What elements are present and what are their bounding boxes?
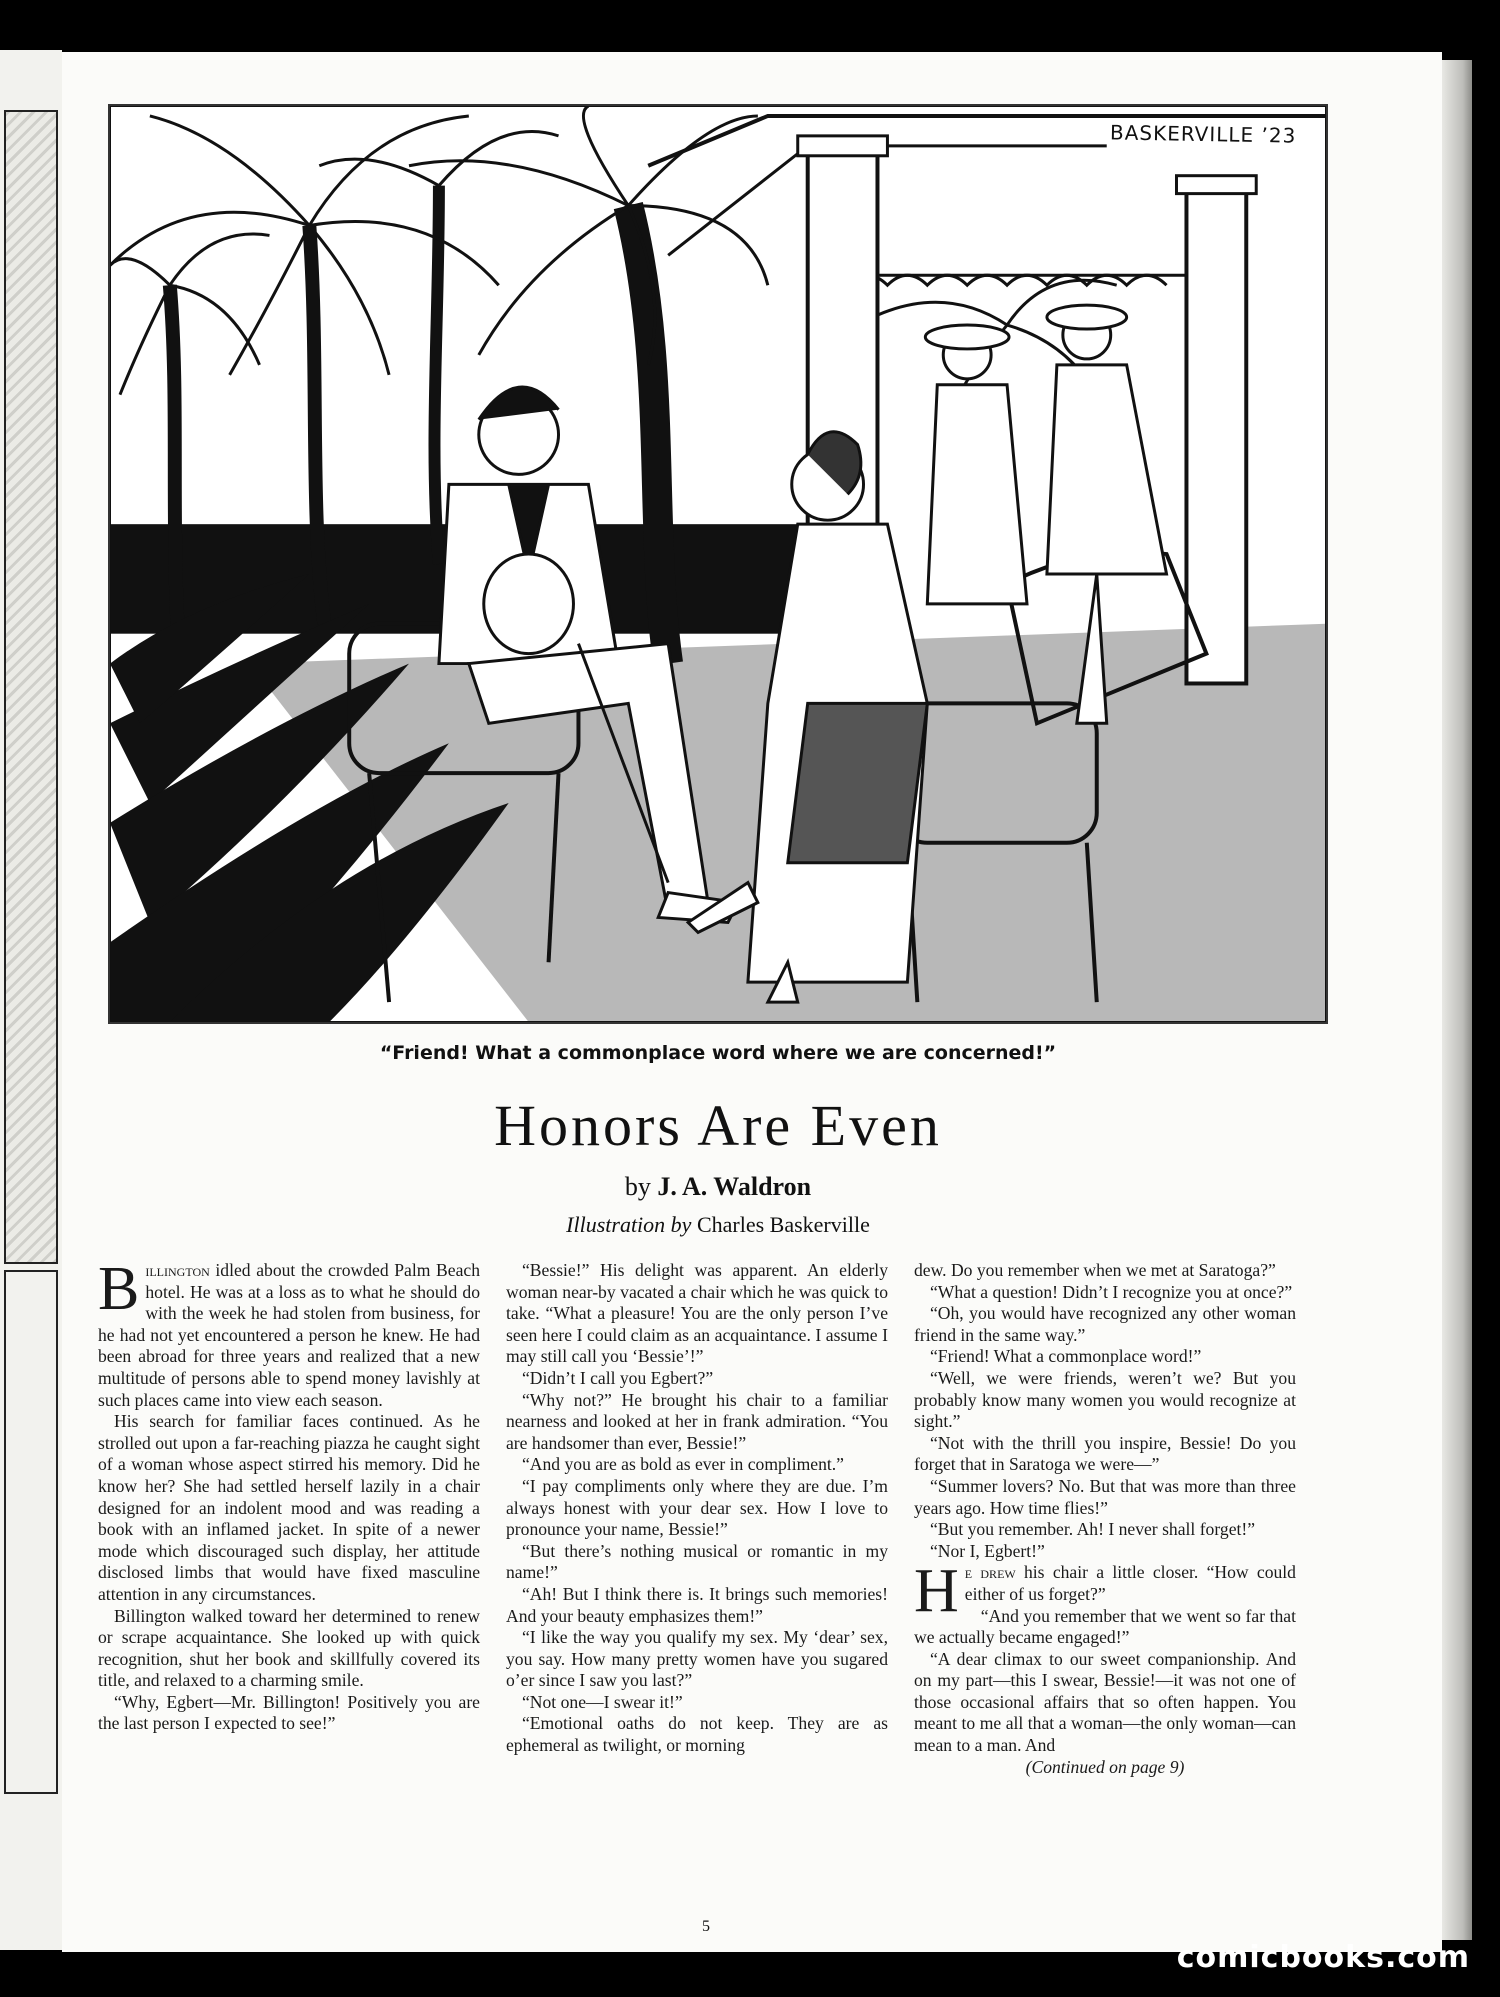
illustration-credit xyxy=(108,1212,1328,1238)
paragraph-text: “Friend! What a commonplace word!” xyxy=(930,1346,1202,1367)
page-number: 5 xyxy=(702,1918,710,1935)
paragraph-text: “Emotional oaths do not keep. They are as ephemeral as twilight, or morning xyxy=(506,1713,888,1756)
paragraph-text: “Bessie!” His delight was apparent. An elderly woman near-by vacated a chair which he was quick to take. “What a pleasure! You are the only person I’ve seen here I could claim as an acquaintance. I assume I may still call you ‘Bessie’!” xyxy=(506,1260,888,1367)
byline-prefix: by xyxy=(624,1172,651,1201)
paragraph xyxy=(914,1606,1296,1649)
artist-signature: BASKERVILLE ’23 xyxy=(1109,120,1297,148)
illustration-credit-label: Illustration by xyxy=(566,1212,692,1237)
paragraph xyxy=(914,1303,1296,1346)
paragraph xyxy=(506,1476,888,1541)
paragraph-text: “Not one—I swear it!” xyxy=(522,1691,683,1712)
paragraph-text: Billington walked toward her determined to renew or scrape acquaintance. She looked up with quick recognition, shut her book and skillfully covered its title, and relaxed to a charming smile. xyxy=(98,1605,480,1691)
paragraph-text: “Oh, you would have recognized any other woman friend in the same way.” xyxy=(914,1303,1296,1345)
paragraph-text: “Well, we were friends, weren’t we? But you probably know many women you would recognize at sight.” xyxy=(914,1367,1296,1432)
facing-page-edge xyxy=(0,50,62,1950)
paragraph xyxy=(914,1282,1296,1304)
paragraph xyxy=(506,1584,888,1627)
paragraph-text: “Why, Egbert—Mr. Billington! Positively you are the last person I expected to see!” xyxy=(98,1691,480,1734)
author-name: J. A. Waldron xyxy=(657,1172,812,1201)
lead-in: e drew xyxy=(964,1562,1016,1583)
paragraph xyxy=(914,1557,1296,1626)
lead-in: illington xyxy=(145,1260,210,1280)
paragraph xyxy=(98,1411,480,1605)
paragraph-text: “And you remember that we went so far that we actually became engaged!” xyxy=(914,1605,1296,1648)
paragraph-text: idled about the crowded Palm Beach hotel. He was at a loss as to what he should do with the week he had stolen from business, for he had not yet encountered a person he knew. He had been abroad for three years and realized that a new multitude of persons able to spend money lavishly at such places came into view each season. xyxy=(98,1260,480,1410)
paragraph-text: “But there’s nothing musical or romantic in my name!” xyxy=(506,1540,888,1583)
magazine-page xyxy=(62,52,1442,1952)
paragraph-text: “What a question! Didn’t I recognize you at once?” xyxy=(930,1281,1293,1302)
paragraph xyxy=(914,1541,1296,1563)
continued-note: (Continued on page 9) xyxy=(1025,1756,1185,1777)
page-stack-edge xyxy=(1442,60,1472,1940)
paragraph xyxy=(914,1433,1296,1476)
paragraph xyxy=(506,1692,888,1714)
paragraph xyxy=(506,1390,888,1455)
paragraph-text: “I pay compliments only where they are due. I’m always honest with your dear sex. How I love to pronounce your name, Bessie!” xyxy=(506,1475,888,1540)
story-illustration xyxy=(108,104,1328,1024)
paragraph-text: His search for familiar faces continued. As he strolled out upon a far-reaching piazza he caught sight of a woman whose aspect stirred his memory. Did he know her? She had settled herself lazily in a chair designed for an indolent mood and was reading a book with an inflamed jacket. In spite of a newer mode which discouraged such display, her attitude disclosed limbs that would have fixed masculine attention in any circumstances. xyxy=(98,1411,480,1604)
paragraph xyxy=(506,1260,888,1368)
paragraph-text: “And you are as bold as ever in compliment.” xyxy=(522,1454,844,1475)
drop-cap: H xyxy=(914,1557,959,1626)
paragraph xyxy=(914,1649,1296,1757)
facing-page-frame xyxy=(4,1270,58,1794)
byline xyxy=(108,1172,1328,1202)
paragraph-text: “A dear climax to our sweet companionship. And on my part—this I swear, Bessie!—it was not one of those occasional affairs that so often happen. You meant to me all that a woman—the only woman—can mean to a man. And xyxy=(914,1648,1296,1756)
paragraph-text: “Not with the thrill you inspire, Bessie! Do you forget that in Saratoga we were—” xyxy=(914,1432,1296,1475)
watermark: comicbooks.com xyxy=(1176,1940,1470,1975)
palm-beach-scene-drawing xyxy=(110,106,1326,1022)
paragraph xyxy=(914,1519,1296,1541)
paragraph-text: his chair a little closer. “How could either of us forget?” xyxy=(964,1562,1296,1604)
paragraph-text: “But you remember. Ah! I never shall forget!” xyxy=(930,1519,1256,1540)
text-column-3 xyxy=(914,1260,1296,1778)
text-column-1 xyxy=(98,1255,480,1735)
paragraph-text: “Didn’t I call you Egbert?” xyxy=(522,1367,714,1388)
paragraph-text: “I like the way you qualify my sex. My ‘dear’ sex, you say. How many pretty women have you sugared o’er since I saw you last?” xyxy=(506,1627,888,1691)
text-column-2 xyxy=(506,1260,888,1757)
paragraph xyxy=(506,1713,888,1756)
paragraph xyxy=(98,1692,480,1735)
paragraph-text: “Summer lovers? No. But that was more than three years ago. How time flies!” xyxy=(914,1475,1296,1518)
story-title: Honors Are Even xyxy=(494,1093,942,1158)
facing-page-illustration xyxy=(4,110,58,1264)
paragraph-text: “Nor I, Egbert!” xyxy=(930,1540,1045,1561)
paragraph xyxy=(506,1454,888,1476)
paragraph xyxy=(506,1627,888,1692)
drop-cap: B xyxy=(98,1255,140,1323)
paragraph-text: “Ah! But I think there is. It brings such memories! And your beauty emphasizes them!” xyxy=(506,1583,888,1626)
paragraph xyxy=(506,1368,888,1390)
paragraph-text: dew. Do you remember when we met at Saratoga?” xyxy=(914,1260,1276,1280)
paragraph xyxy=(914,1260,1296,1282)
paragraph xyxy=(914,1476,1296,1519)
paragraph xyxy=(98,1606,480,1692)
paragraph xyxy=(98,1255,480,1411)
illustrator-name: Charles Baskerville xyxy=(696,1212,870,1237)
paragraph-text: “Why not?” He brought his chair to a familiar nearness and looked at her in frank admiration. “You are handsomer than ever, Bessie!” xyxy=(506,1389,888,1453)
illustration-caption: “Friend! What a commonplace word where we are concerned!” xyxy=(379,1042,1057,1064)
paragraph xyxy=(506,1541,888,1584)
paragraph xyxy=(914,1368,1296,1433)
paragraph xyxy=(914,1346,1296,1368)
